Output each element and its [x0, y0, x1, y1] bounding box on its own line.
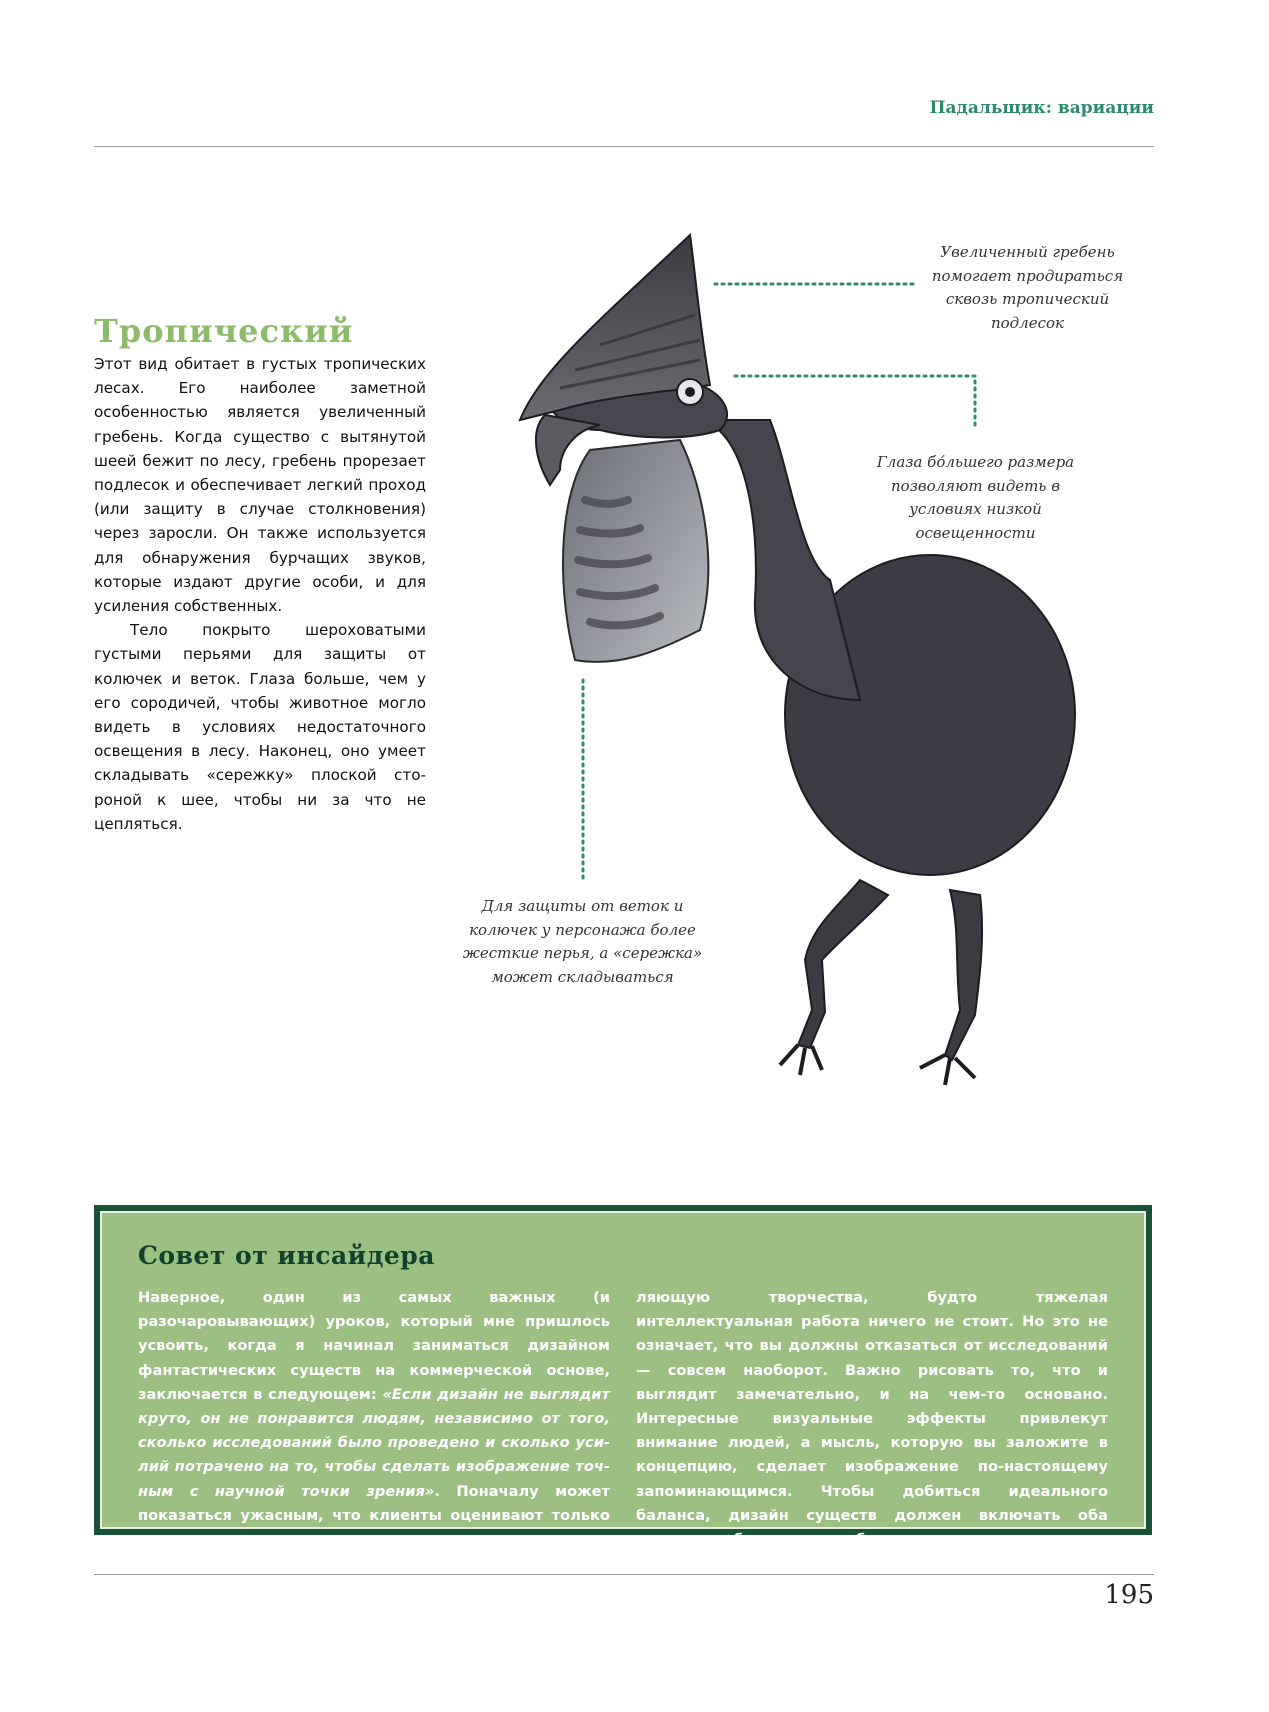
running-header: Падальщик: вариации [929, 98, 1154, 118]
crest [520, 235, 710, 420]
insider-tip-inner [100, 1211, 1146, 1549]
body-paragraph: Этот вид обитает в густых тропических лесах. Его наиболее заметной особенностью является увеличенный гребень. Когда существо с вытянутой шеей бежит по лесу, гребень прорезает подлесок и обеспечивает легкий проход (или защиту в случае столкновения) через заросли. Он также используется для обнаружения бурчащих звуков, которые издают другие особи, и для усиления собственных. [94, 355, 426, 616]
body-paragraph: Тело покрыто шероховатыми густыми перьями для защиты от колючек и веток. Глаза больше, чем у его сородичей, чтобы животное могло видеть в условиях недостаточного освещения в лесу. Наконец, оно умеет складывать «сережку» плоской стороной к шее, чтобы ни за что не цепляться. [94, 621, 426, 833]
beak [536, 415, 600, 485]
section-title: Тропический [94, 312, 354, 350]
tip-column-2: ляющую творчества, будто тяжелая интеллектуальная работа ничего не стоит. Но это не означает, что вы должны отказаться от исследований — совсем наоборот. Важно рисовать то, что и выглядит замечательно, и на чем-то основано. Интересные визуальные эффекты привлекут внимание людей, а мысль, которую вы заложите в концепцию, сделает изображение по-настоящему запоминающимся. Чтобы добиться идеального баланса, дизайн существ должен включать оба аспекта, работающих сообща. [636, 1289, 1108, 1549]
tip-text: Наверное, один из самых важных (и разочаровывающих) уроков, который мне пришлось усвоить, когда я начинал заниматься дизайном фантастических существ на коммерческой основе, заключается в следующем: [138, 1289, 610, 1403]
eye [677, 379, 703, 405]
bottom-rule [94, 1574, 1154, 1575]
insider-tip-box [94, 1205, 1152, 1549]
neck [700, 420, 860, 700]
body [785, 555, 1075, 875]
head [545, 378, 727, 438]
tip-text: . Поначалу может показаться ужасным, что клиенты оценивают только внешнюю состав [138, 1482, 610, 1549]
tip-quote: «Если дизайн не выглядит круто, он не понравится людям, независимо от того, сколько исследований было проведено и сколько усилий потрачено на то, чтобы сделать изображение точным с научной точки зрения» [138, 1385, 610, 1500]
tip-title: Совет от инсайдера [138, 1241, 435, 1270]
legs [780, 880, 982, 1085]
page-number: 195 [1104, 1580, 1154, 1610]
callout-crest: Увеличенный гребень помогает продираться сквозь тропический подлесок [931, 243, 1124, 332]
tip-column-1 [138, 1286, 610, 1552]
callout-eyes: Глаза бо́льшего размера позволяют видеть в условиях низкой освещенности [876, 453, 1075, 542]
top-rule [94, 146, 1154, 147]
callout-feathers: Для защиты от веток и колючек у персонажа более жесткие перья, а «сережка» может складываться [462, 897, 703, 986]
section-body [94, 352, 426, 836]
wattle [563, 440, 708, 662]
